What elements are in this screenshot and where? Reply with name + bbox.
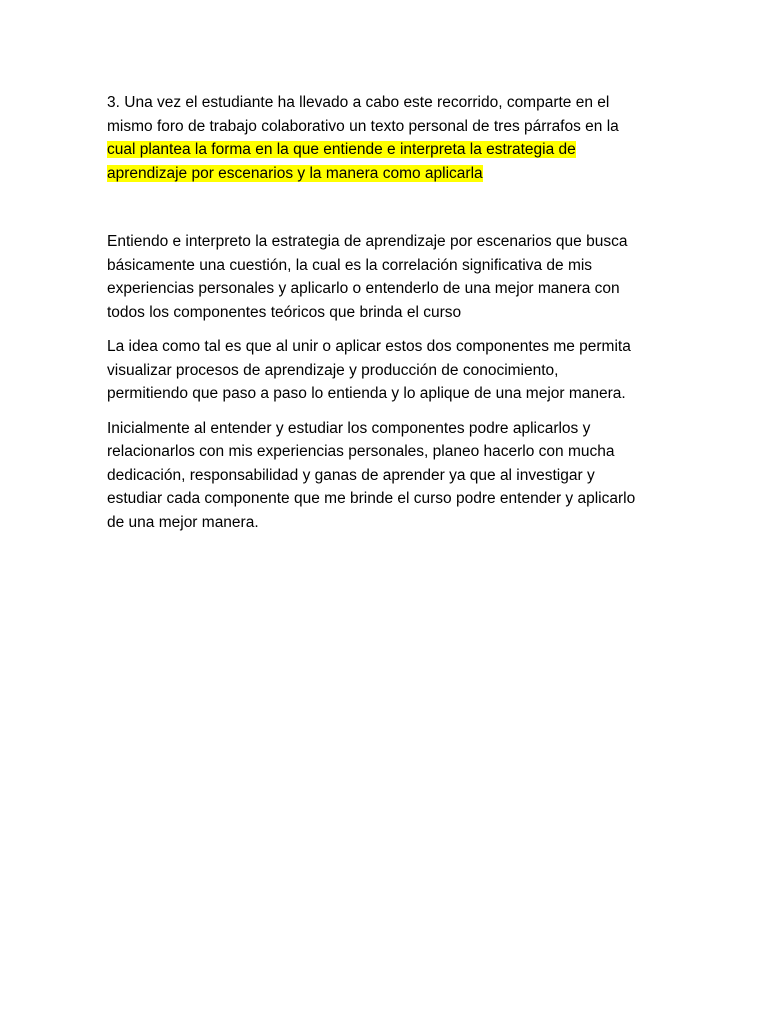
answer-paragraph-2	[107, 335, 667, 406]
paragraph-line: visualizar procesos de aprendizaje y producción de conocimiento,	[107, 361, 559, 379]
answer-paragraph-1	[107, 230, 667, 324]
highlighted-text: aprendizaje por escenarios y la manera como aplicarla	[107, 164, 483, 182]
question-text-line: Una vez el estudiante ha llevado a cabo este recorrido, comparte en el	[124, 94, 610, 111]
document-body	[107, 91, 667, 534]
paragraph-line: relacionarlos con mis experiencias personales, planeo hacerlo con mucha	[107, 443, 615, 460]
paragraph-line: básicamente una cuestión, la cual es la correlación significativa de mis	[107, 256, 593, 274]
question-line	[107, 91, 667, 115]
paragraph-line: Inicialmente al entender y estudiar los componentes podre aplicarlos y	[107, 419, 591, 437]
question-highlight-line	[107, 138, 667, 162]
question-text-line: mismo foro de trabajo colaborativo un texto personal de tres párrafos en la	[107, 117, 619, 135]
paragraph-line: experiencias personales y aplicarlo o entenderlo de una mejor manera con	[107, 280, 620, 297]
paragraph-line: dedicación, responsabilidad y ganas de aprender ya que al investigar y	[107, 466, 595, 484]
question-paragraph	[107, 91, 667, 185]
paragraph-line: La idea como tal es que al unir o aplicar estos dos componentes me permita	[107, 338, 631, 355]
paragraph-line: de una mejor manera.	[107, 513, 259, 531]
paragraph-line: todos los componentes teóricos que brinda el curso	[107, 303, 462, 321]
question-highlight-line	[107, 162, 667, 186]
question-number: 3.	[107, 94, 120, 111]
paragraph-line: Entiendo e interpreto la estrategia de aprendizaje por escenarios que busca	[107, 233, 628, 250]
paragraph-line: permitiendo que paso a paso lo entienda y lo aplique de una mejor manera.	[107, 385, 626, 402]
highlighted-text: cual plantea la forma en la que entiende e interpreta la estrategia de	[107, 141, 576, 158]
paragraph-line: estudiar cada componente que me brinde el curso podre entender y aplicarlo	[107, 490, 636, 507]
answer-paragraph-3	[107, 417, 667, 535]
